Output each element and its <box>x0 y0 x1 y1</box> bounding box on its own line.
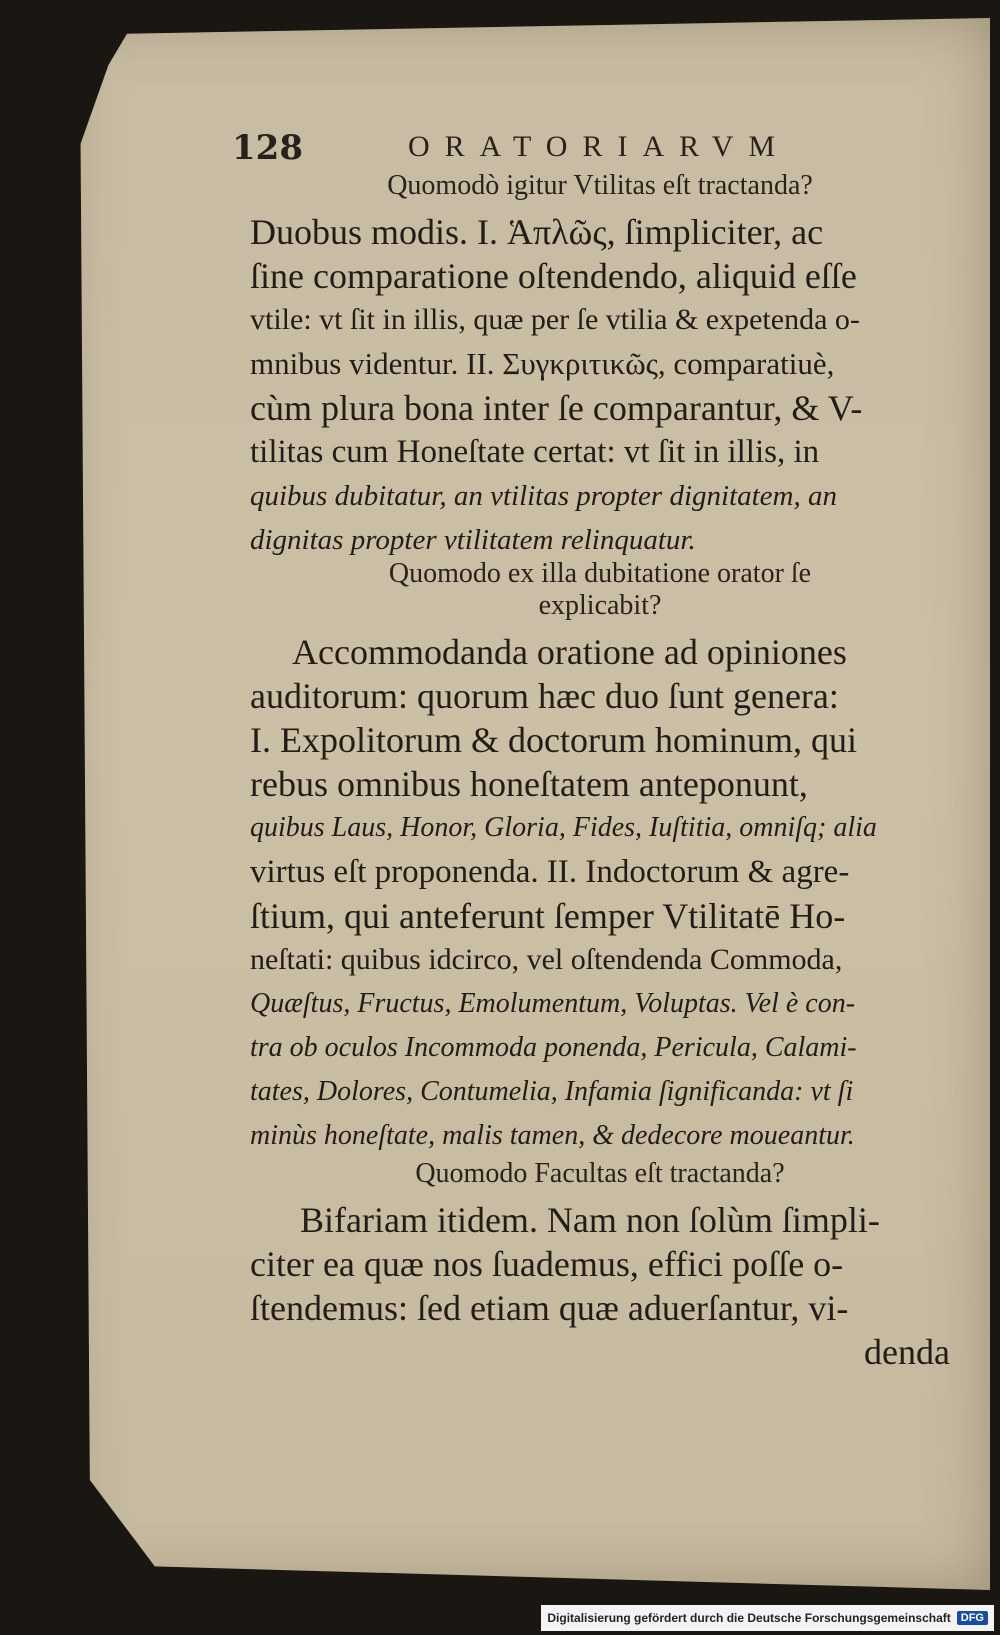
text-line: ſtium, qui anteferunt ſemper Vtilitatē Ho- <box>250 896 846 936</box>
text-line: mnibus videntur. II. Συγκριτικῶς, comparatiuè, <box>250 346 835 381</box>
text-line: dignitas propter vtilitatem relinquatur. <box>250 524 696 556</box>
text-line: auditorum: quorum hæc duo ſunt genera: <box>250 676 839 716</box>
text-line: vtile: vt ſit in illis, quæ per ſe vtilia & expetenda o- <box>250 303 860 336</box>
page-number: 128 <box>232 128 303 168</box>
text-line: Quæſtus, Fructus, Emolumentum, Voluptas. Vel è con- <box>250 988 856 1019</box>
text-line: ſtendemus: ſed etiam quæ aduerſantur, vi- <box>250 1288 849 1328</box>
text-line: ſine comparatione oſtendendo, aliquid eſſe <box>250 256 857 296</box>
question-2-line-2: explicabit? <box>538 590 662 621</box>
footer-text: Digitalisierung gefördert durch die Deutsche Forschungsgemeinschaft <box>547 1611 951 1625</box>
text-line: quibus Laus, Honor, Gloria, Fides, Iuſtitia, omniſq; alia <box>250 812 877 843</box>
text-line: tra ob oculos Incommoda ponenda, Pericula, Calami- <box>250 1032 857 1063</box>
text-line: tates, Dolores, Contumelia, Infamia ſignificanda: vt ſi <box>250 1076 854 1107</box>
text-line: Bifariam itidem. Nam non ſolùm ſimpli- <box>300 1200 880 1240</box>
text-line: tilitas cum Honeſtate certat: vt ſit in illis, in <box>250 434 820 470</box>
text-line: Accommodanda oratione ad opiniones <box>292 632 847 672</box>
question-1: Quomodò igitur Vtilitas eſt tractanda? <box>387 170 813 201</box>
text-line: I. Expolitorum & doctorum hominum, qui <box>250 720 857 760</box>
catchword: denda <box>864 1332 950 1372</box>
dfg-logo: DFG <box>957 1611 988 1625</box>
page-header <box>0 118 1000 168</box>
text-line: virtus eſt proponenda. II. Indoctorum & agre- <box>250 854 850 890</box>
running-head: ORATORIARVM <box>408 130 791 163</box>
text-line: minùs honeſtate, malis tamen, & dedecore moueantur. <box>250 1120 855 1151</box>
text-line: Duobus modis. I. Ἁπλῶς, ſimpliciter, ac <box>250 212 824 252</box>
text-line: citer ea quæ nos ſuademus, effici poſſe o- <box>250 1244 844 1284</box>
text-line: rebus omnibus honeſtatem anteponunt, <box>250 764 808 804</box>
text-line: cùm plura bona inter ſe comparantur, & V- <box>250 388 863 428</box>
question-3: Quomodo Facultas eſt tractanda? <box>415 1158 785 1189</box>
footer-credit <box>541 1605 994 1631</box>
question-2-line-1: Quomodo ex illa dubitatione orator ſe <box>388 558 812 589</box>
text-line: quibus dubitatur, an vtilitas propter dignitatem, an <box>250 480 837 512</box>
text-line: neſtati: quibus idcirco, vel oſtendenda Commoda, <box>250 943 843 976</box>
